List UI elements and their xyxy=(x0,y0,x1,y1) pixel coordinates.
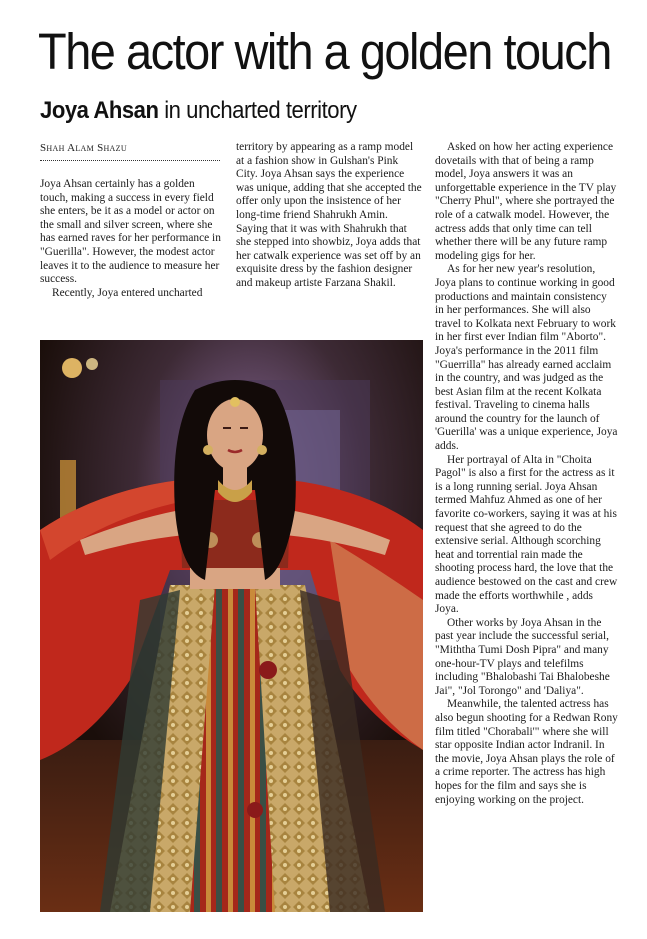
runway-photo xyxy=(40,340,423,912)
byline-divider xyxy=(40,160,220,161)
earring-left xyxy=(203,445,213,455)
paragraph-6: Other works by Joya Ahsan in the past year include the successful serial, "Miththa Tumi Dosh Pipra" and many one-hour-TV plays and telefilms including "Bhalobashi Tai Bhalobeshe Jai", "Jol Torongo" and 'Daliya". xyxy=(435,616,610,697)
column-1 xyxy=(40,178,222,300)
flower-ornament xyxy=(259,661,277,679)
byline: Shah Alam Shazu xyxy=(40,142,127,154)
paragraph-1: Joya Ahsan certainly has a golden touch, making a success in every field she enters, be it as a model or actor on the small and silver screen, where she has earned raves for her performance in "Guerilla". However, the modest actor leaves it to the audience to measure her success. xyxy=(40,178,221,286)
earring-right xyxy=(257,445,267,455)
paragraph-2-start: Recently, Joya entered uncharted xyxy=(52,286,203,299)
runway-photo-illustration xyxy=(40,340,423,912)
stage-light-icon xyxy=(86,358,98,370)
subhead-name: Joya Ahsan xyxy=(40,97,159,124)
maang-tikka xyxy=(230,397,240,407)
column-2 xyxy=(236,141,422,291)
paragraph-2-continued: territory by appearing as a ramp model at a fashion show in Gulshan's Pink City. Joya Ahsan says the experience was unique, adding that she accepted the offer only upon the insistence of her long-time friend Shahrukh Amin. Saying that it was with Shahrukh that she stepped into showbiz, Joya adds that her catwalk experience was set off by an exquisite dress by the fashion designer and makeup artiste Farzana Shakil. xyxy=(236,141,422,289)
flower-ornament xyxy=(247,802,263,818)
subheadline xyxy=(40,96,357,126)
paragraph-7: Meanwhile, the talented actress has also begun shooting for a Redwan Rony film titled "Chorabali'" where she will star opposite Indian actor Indranil. In the movie, Joya Ahsan plays the role of a crime reporter. The actress has high hopes for the film and says she is enjoying working on the project. xyxy=(435,698,618,806)
subhead-rest: in uncharted territory xyxy=(158,97,357,124)
paragraph-3: Asked on how her acting experience dovetails with that of being a ramp model, Joya answers it was an unforgettable experience in the TV play "Cherry Phul", where she portrayed the role of a catwalk model. However, the actress adds that only time can tell whether there will be any future ramp modeling gigs for her. xyxy=(435,141,617,262)
column-3 xyxy=(435,141,618,807)
headline: The actor with a golden touch xyxy=(38,23,611,80)
stage-light-icon xyxy=(62,358,82,378)
paragraph-5: Her portrayal of Alta in "Choita Pagol" is also a first for the actress as it is a long running serial. Joya Ahsan termed Mahfuz Ahmed as one of her favorite co-workers, saying it was at his request that she agreed to do the extensive serial. Although scorching heat and torrential rain made the shooting process hard, the love that the audience bestowed on the cast and crew made the efforts worthwhile , adds Joya. xyxy=(435,453,618,616)
face xyxy=(207,399,263,471)
paragraph-4: As for her new year's resolution, Joya plans to continue working in good productions and maintain consistency in her performances. She will also travel to Kolkata next February to work in her first ever Indian film "Aborto". Joya's performance in the 2011 film "Guerrilla" has already earned acclaim in the country, and was judged as the best Asian film at the recent Kolkata festival. Traveling to cinema halls around the country for the launch of 'Guerilla' was a unique experience, Joya adds. xyxy=(435,263,618,453)
